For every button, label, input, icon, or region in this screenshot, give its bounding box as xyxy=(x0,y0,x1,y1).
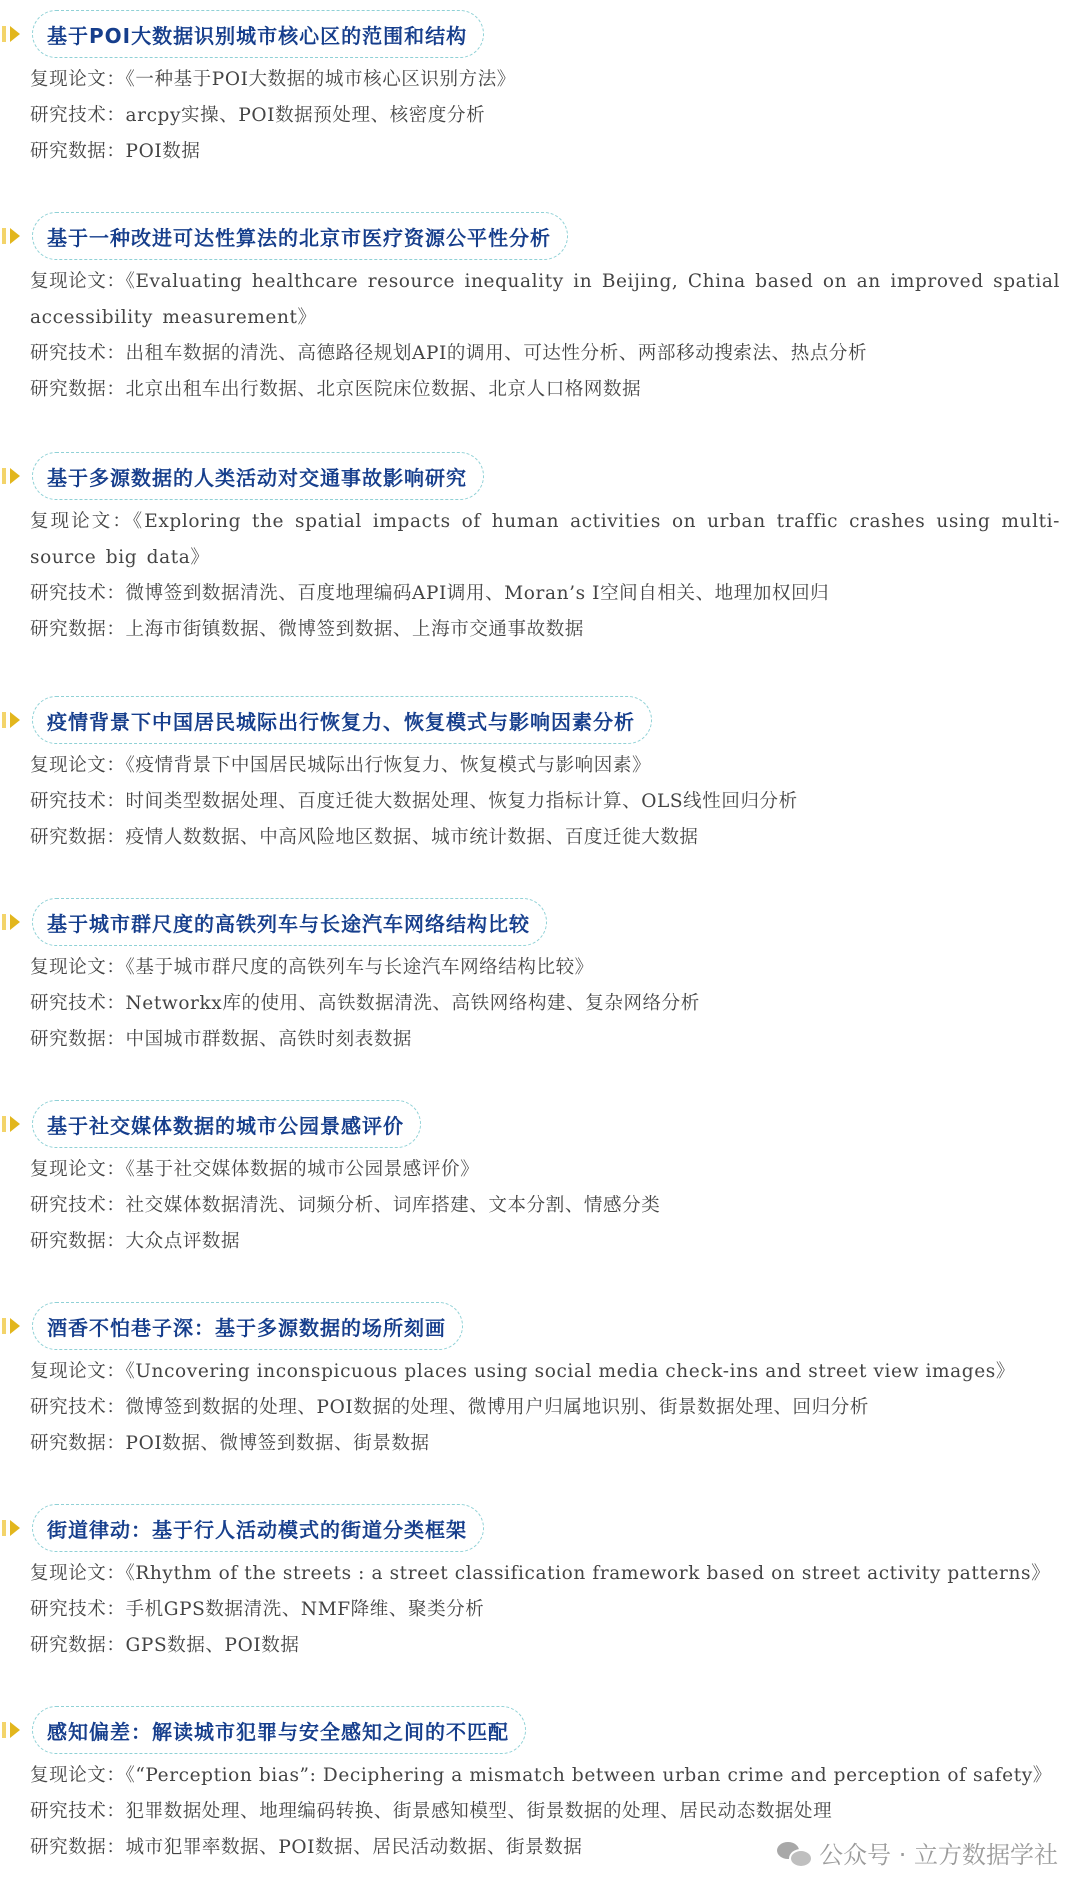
tech-value: 出租车数据的清洗、高德路径规划API的调用、可达性分析、两部移动搜索法、热点分析 xyxy=(125,343,868,364)
tech-value: 犯罪数据处理、地理编码转换、街景感知模型、街景数据的处理、居民动态数据处理 xyxy=(125,1801,833,1822)
paper-label: 复现论文： xyxy=(30,1563,126,1584)
tech-line xyxy=(30,1592,1060,1628)
data-label: 研究数据： xyxy=(30,141,126,162)
bullet-marker-icon xyxy=(10,468,20,484)
paper-value: 《Uncovering inconspicuous places using social media check-ins and street view images》 xyxy=(125,1361,1015,1382)
section-body xyxy=(30,1556,1060,1664)
data-value: 疫情人数数据、中高风险地区数据、城市统计数据、百度迁徙大数据 xyxy=(125,827,699,848)
section-title: 感知偏差：解读城市犯罪与安全感知之间的不匹配 xyxy=(32,1706,526,1754)
data-line xyxy=(30,372,1060,408)
paper-value: 《基于社交媒体数据的城市公园景感评价》 xyxy=(125,1159,480,1180)
paper-line xyxy=(30,950,1060,986)
data-label: 研究数据： xyxy=(30,1837,126,1858)
section-body xyxy=(30,1152,1060,1260)
tech-line xyxy=(30,576,1060,612)
section-7 xyxy=(0,1302,1080,1454)
section-6 xyxy=(0,1100,1080,1252)
bullet-marker-icon xyxy=(10,1116,20,1132)
tech-value: Networkx库的使用、高铁数据清洗、高铁网络构建、复杂网络分析 xyxy=(125,993,700,1014)
data-line xyxy=(30,820,1060,856)
section-title: 基于社交媒体数据的城市公园景感评价 xyxy=(32,1100,421,1148)
data-label: 研究数据： xyxy=(30,1433,126,1454)
paper-line xyxy=(30,1556,1060,1592)
section-title-row xyxy=(0,1100,1080,1148)
tech-label: 研究技术： xyxy=(30,1195,126,1216)
bullet-marker-icon xyxy=(10,1722,20,1738)
data-label: 研究数据： xyxy=(30,827,126,848)
section-title: 街道律动：基于行人活动模式的街道分类框架 xyxy=(32,1504,484,1552)
tech-label: 研究技术： xyxy=(30,1801,126,1822)
tech-line xyxy=(30,1390,1060,1426)
data-label: 研究数据： xyxy=(30,379,126,400)
paper-value: 《Evaluating healthcare resource inequality in Beijing, China based on an improved spatial accessibility measurement》 xyxy=(30,271,1060,328)
data-label: 研究数据： xyxy=(30,619,126,640)
data-value: 大众点评数据 xyxy=(125,1231,241,1252)
tech-line xyxy=(30,1794,1060,1830)
section-title-row xyxy=(0,452,1080,500)
section-title: 基于多源数据的人类活动对交通事故影响研究 xyxy=(32,452,484,500)
data-value: POI数据 xyxy=(125,141,201,162)
section-body xyxy=(30,62,1060,170)
tech-value: 时间类型数据处理、百度迁徙大数据处理、恢复力指标计算、OLS线性回归分析 xyxy=(125,791,798,812)
tech-label: 研究技术： xyxy=(30,583,126,604)
tech-value: arcpy实操、POI数据预处理、核密度分析 xyxy=(125,105,486,126)
tech-line xyxy=(30,336,1060,372)
tech-value: 微博签到数据的处理、POI数据的处理、微博用户归属地识别、街景数据处理、回归分析 xyxy=(125,1397,869,1418)
paper-label: 复现论文： xyxy=(30,271,126,292)
paper-line xyxy=(30,264,1060,336)
paper-value: 《疫情背景下中国居民城际出行恢复力、恢复模式与影响因素》 xyxy=(125,755,652,776)
tech-label: 研究技术： xyxy=(30,993,126,1014)
section-5 xyxy=(0,898,1080,1050)
tech-value: 手机GPS数据清洗、NMF降维、聚类分析 xyxy=(125,1599,485,1620)
section-title-row xyxy=(0,898,1080,946)
data-value: POI数据、微博签到数据、街景数据 xyxy=(125,1433,430,1454)
tech-label: 研究技术： xyxy=(30,791,126,812)
data-line xyxy=(30,1426,1060,1462)
paper-value: 《一种基于POI大数据的城市核心区识别方法》 xyxy=(125,69,516,90)
data-label: 研究数据： xyxy=(30,1231,126,1252)
data-line xyxy=(30,1224,1060,1260)
paper-label: 复现论文： xyxy=(30,1765,126,1786)
data-value: 北京出租车出行数据、北京医院床位数据、北京人口格网数据 xyxy=(125,379,642,400)
paper-label: 复现论文： xyxy=(30,1361,126,1382)
paper-label: 复现论文： xyxy=(30,511,133,532)
section-1 xyxy=(0,10,1080,162)
data-value: GPS数据、POI数据 xyxy=(125,1635,300,1656)
section-4 xyxy=(0,696,1080,848)
tech-label: 研究技术： xyxy=(30,1599,126,1620)
watermark xyxy=(777,1835,1058,1870)
section-title: 基于一种改进可达性算法的北京市医疗资源公平性分析 xyxy=(32,212,568,260)
section-title: 基于POI大数据识别城市核心区的范围和结构 xyxy=(32,10,484,58)
data-line xyxy=(30,1022,1060,1058)
paper-label: 复现论文： xyxy=(30,69,126,90)
bullet-marker-icon xyxy=(10,228,20,244)
bullet-marker-icon xyxy=(10,1318,20,1334)
paper-value: 《基于城市群尺度的高铁列车与长途汽车网络结构比较》 xyxy=(125,957,594,978)
paper-line xyxy=(30,62,1060,98)
section-title-row xyxy=(0,10,1080,58)
section-body xyxy=(30,504,1060,648)
wechat-icon xyxy=(777,1840,811,1866)
tech-value: 微博签到数据清洗、百度地理编码API调用、Moran’s I空间自相关、地理加权回归 xyxy=(125,583,830,604)
section-title: 基于城市群尺度的高铁列车与长途汽车网络结构比较 xyxy=(32,898,547,946)
section-title-row xyxy=(0,1302,1080,1350)
tech-line xyxy=(30,986,1060,1022)
tech-label: 研究技术： xyxy=(30,343,126,364)
bullet-marker-icon xyxy=(10,712,20,728)
paper-line xyxy=(30,504,1060,576)
data-line xyxy=(30,1628,1060,1664)
paper-value: 《“Perception bias”: Deciphering a mismatch between urban crime and perception of safety》 xyxy=(125,1765,1052,1786)
section-title-row xyxy=(0,212,1080,260)
section-3 xyxy=(0,452,1080,640)
paper-line xyxy=(30,1354,1060,1390)
tech-line xyxy=(30,1188,1060,1224)
paper-label: 复现论文： xyxy=(30,755,126,776)
section-title: 酒香不怕巷子深：基于多源数据的场所刻画 xyxy=(32,1302,463,1350)
section-body xyxy=(30,264,1060,408)
section-8 xyxy=(0,1504,1080,1656)
section-2 xyxy=(0,212,1080,400)
paper-line xyxy=(30,748,1060,784)
tech-label: 研究技术： xyxy=(30,105,126,126)
data-label: 研究数据： xyxy=(30,1029,126,1050)
data-value: 上海市街镇数据、微博签到数据、上海市交通事故数据 xyxy=(125,619,584,640)
data-line xyxy=(30,134,1060,170)
tech-line xyxy=(30,784,1060,820)
watermark-text: 公众号 · 立方数据学社 xyxy=(819,1841,1058,1869)
section-title-row xyxy=(0,1706,1080,1754)
paper-line xyxy=(30,1152,1060,1188)
data-value: 中国城市群数据、高铁时刻表数据 xyxy=(125,1029,413,1050)
paper-value: 《Rhythm of the streets : a street classification framework based on street activity patterns》 xyxy=(125,1563,1051,1584)
bullet-marker-icon xyxy=(10,26,20,42)
section-body xyxy=(30,950,1060,1058)
section-title-row xyxy=(0,1504,1080,1552)
paper-label: 复现论文： xyxy=(30,1159,126,1180)
data-value: 城市犯罪率数据、POI数据、居民活动数据、街景数据 xyxy=(125,1837,583,1858)
tech-label: 研究技术： xyxy=(30,1397,126,1418)
tech-line xyxy=(30,98,1060,134)
bullet-marker-icon xyxy=(10,914,20,930)
section-title: 疫情背景下中国居民城际出行恢复力、恢复模式与影响因素分析 xyxy=(32,696,652,744)
section-body xyxy=(30,748,1060,856)
data-label: 研究数据： xyxy=(30,1635,126,1656)
paper-value: 《Exploring the spatial impacts of human activities on urban traffic crashes using multi-source big data》 xyxy=(30,511,1060,568)
section-body xyxy=(30,1354,1060,1462)
section-title-row xyxy=(0,696,1080,744)
paper-label: 复现论文： xyxy=(30,957,126,978)
data-line xyxy=(30,612,1060,648)
paper-line xyxy=(30,1758,1060,1794)
tech-value: 社交媒体数据清洗、词频分析、词库搭建、文本分割、情感分类 xyxy=(125,1195,661,1216)
bullet-marker-icon xyxy=(10,1520,20,1536)
